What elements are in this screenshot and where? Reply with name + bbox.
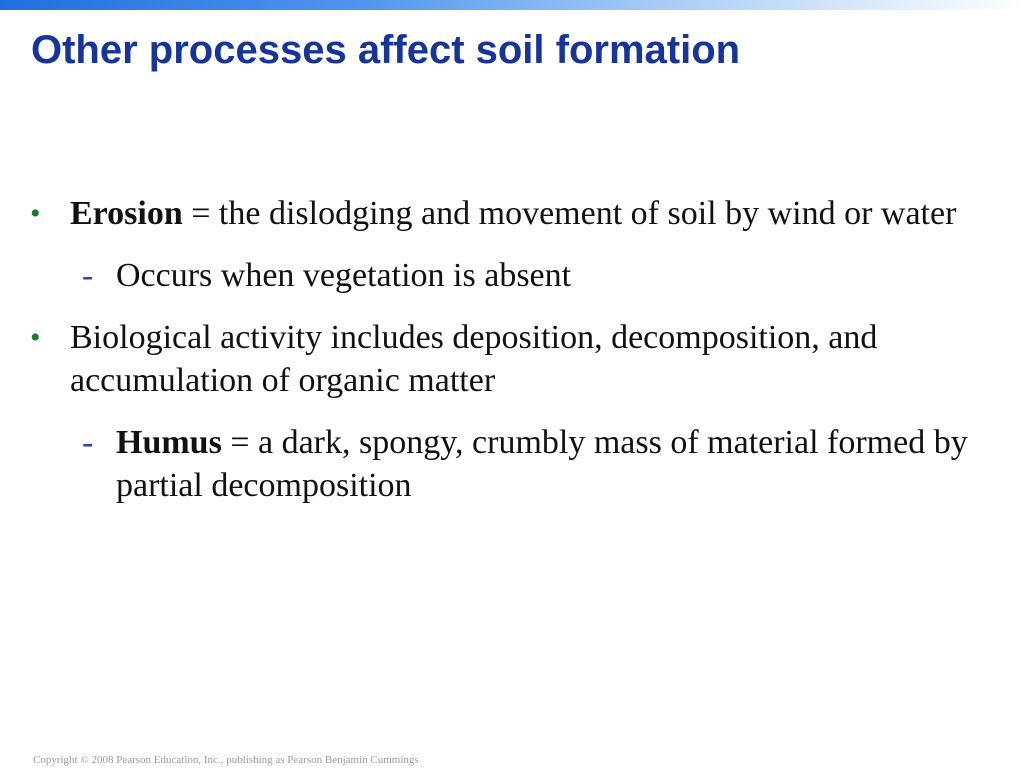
- bullet-dot-icon: •: [30, 197, 41, 230]
- bullet-text: Biological activity includes deposition, decomposition, and accumulation of organic matter: [70, 319, 878, 399]
- top-gradient-bar: [0, 0, 1024, 10]
- dash-bullet-icon: -: [82, 257, 94, 294]
- bullet-erosion: [30, 192, 980, 235]
- subitem-text: Occurs when vegetation is absent: [116, 257, 572, 294]
- slide-title: Other processes affect soil formation: [31, 28, 741, 72]
- term-humus: Humus: [116, 424, 222, 461]
- copyright-footer: Copyright © 2008 Pearson Education, Inc., publishing as Pearson Benjamin Cummings: [33, 754, 419, 766]
- bullet-dot-icon: •: [30, 321, 41, 354]
- subitem-text: = a dark, spongy, crumbly mass of material formed by partial decomposition: [116, 424, 968, 504]
- subitem-vegetation-absent: [30, 254, 980, 297]
- term-erosion: Erosion: [70, 195, 183, 232]
- dash-bullet-icon: -: [82, 424, 94, 461]
- subitem-humus: [30, 421, 980, 507]
- slide-body: [30, 192, 980, 507]
- bullet-text: = the dislodging and movement of soil by wind or water: [182, 195, 957, 232]
- bullet-biological-activity: [30, 316, 980, 402]
